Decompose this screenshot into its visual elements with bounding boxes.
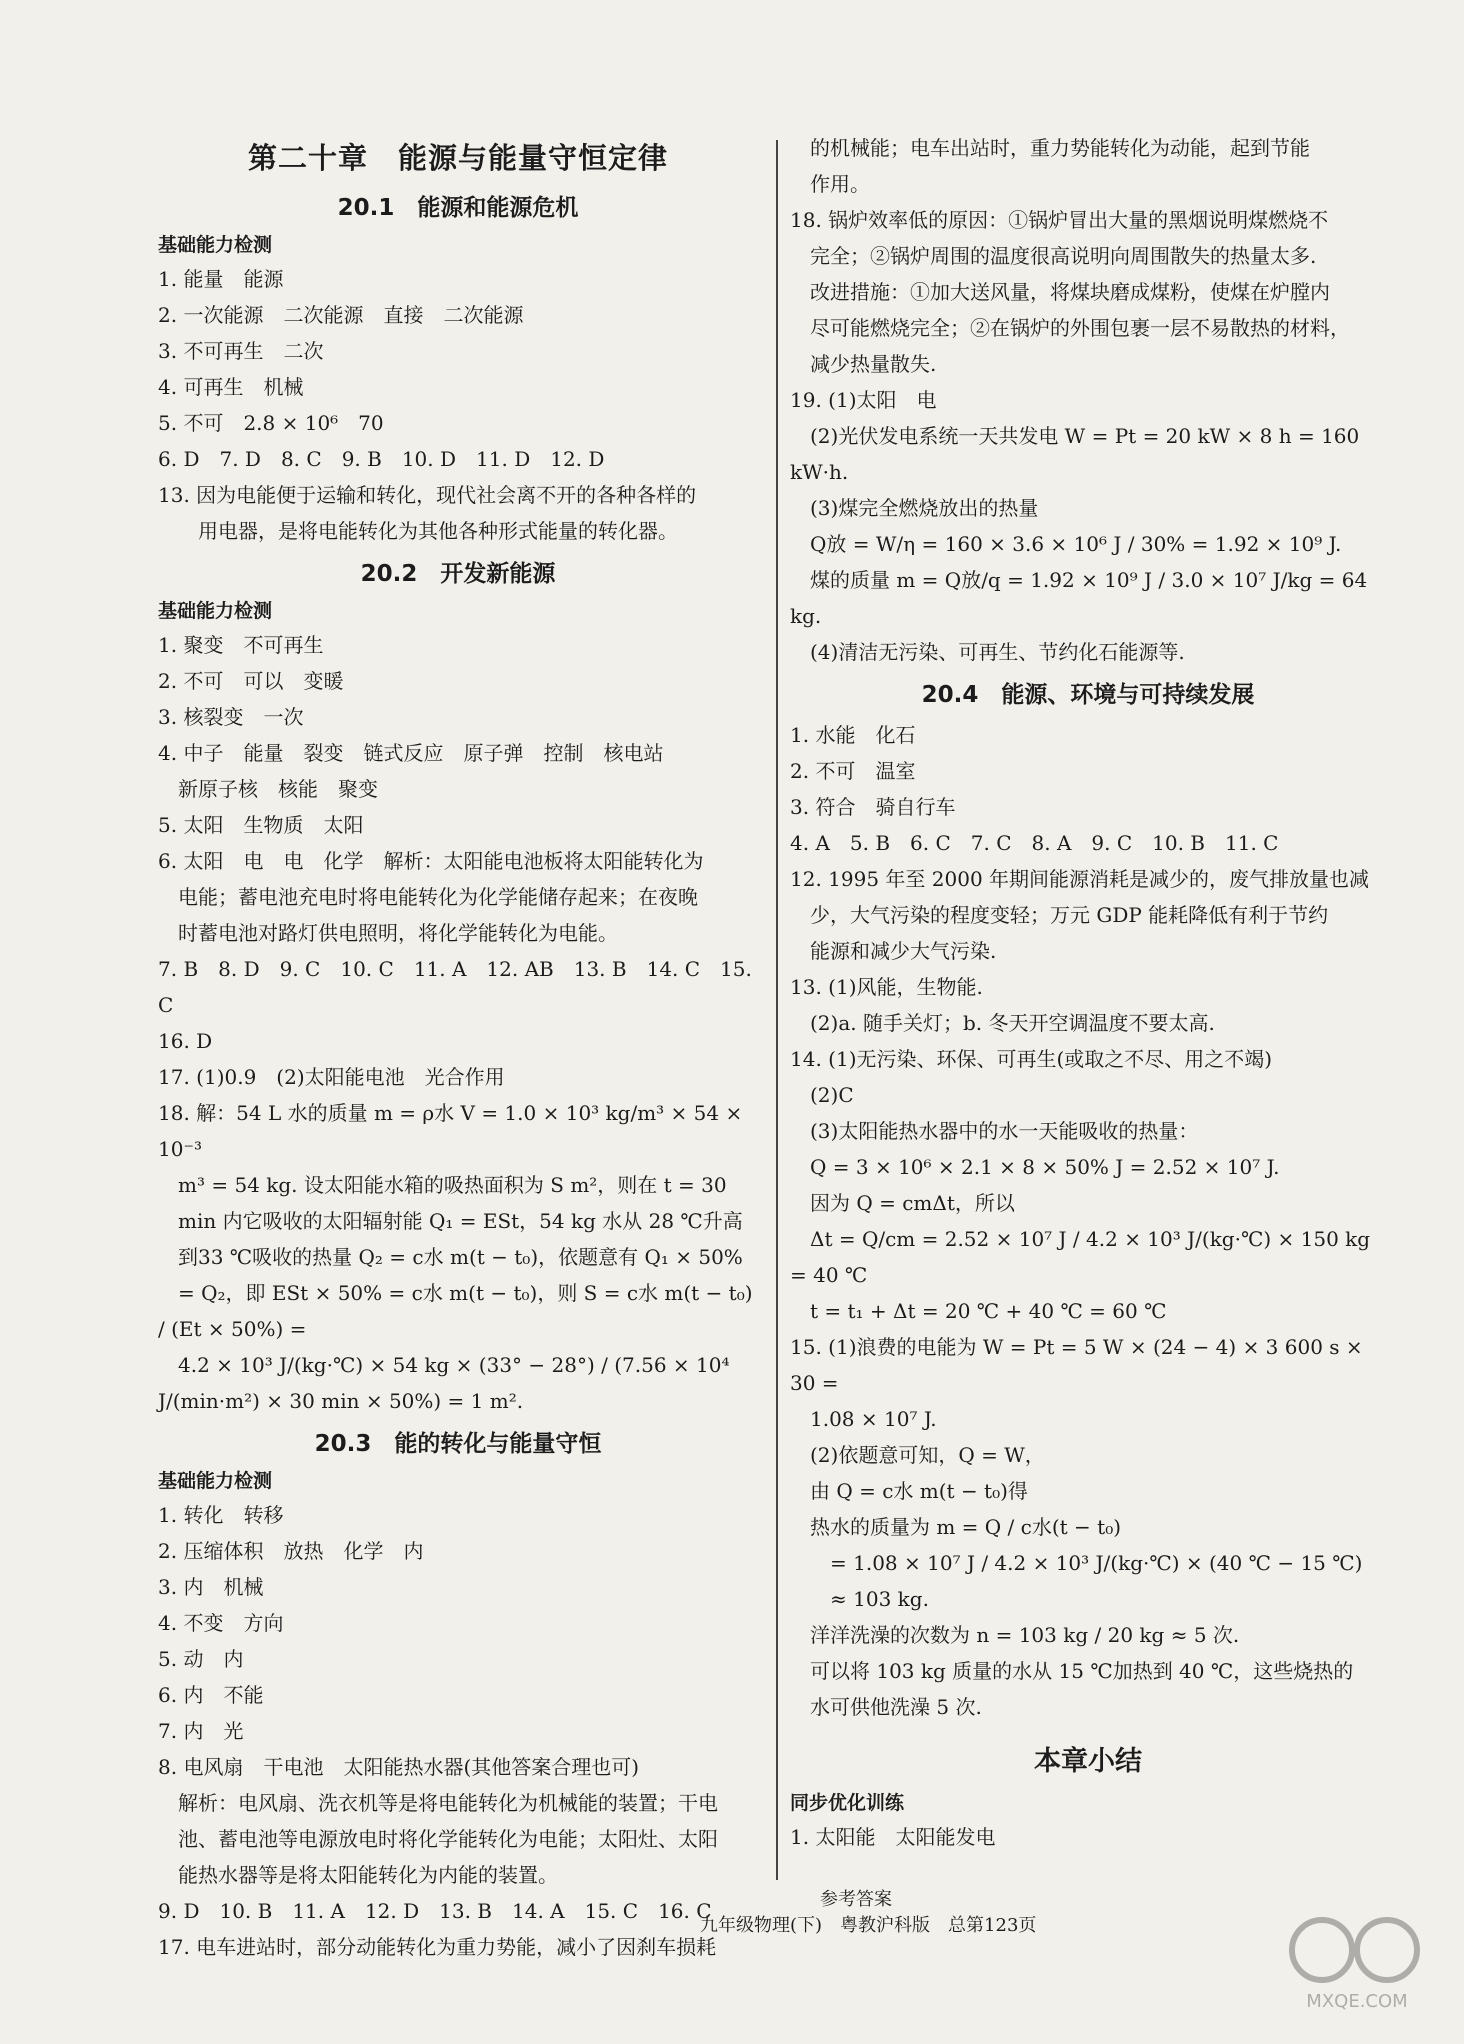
subsection-heading: 同步优化训练 <box>790 1792 905 1814</box>
subsection-heading: 基础能力检测 <box>158 234 273 256</box>
answer-line: 煤的质量 m = Q放/q = 1.92 × 10⁹ J / 3.0 × 10⁷ J/kg = 64 kg. <box>790 568 1374 628</box>
section-20-4-answers <box>790 717 1386 1725</box>
answer-line: (2)依题意可知，Q = W， <box>790 1443 1045 1467</box>
answer-line: 7. B 8. D 9. C 10. C 11. A 12. AB 13. B 14. C 15. C <box>158 957 759 1017</box>
answer-line: Δt = Q/cm = 2.52 × 10⁷ J / 4.2 × 10³ J/(kg·℃) × 150 kg = 40 ℃ <box>790 1227 1377 1287</box>
answer-line: 新原子核 核能 聚变 <box>158 777 378 801</box>
answer-line: 2. 压缩体积 放热 化学 内 <box>158 1539 424 1563</box>
answer-line: 可以将 103 kg 质量的水从 15 ℃加热到 40 ℃，这些烧热的 <box>790 1659 1354 1683</box>
answer-line: 5. 动 内 <box>158 1647 244 1671</box>
answer-line: 6. 内 不能 <box>158 1683 264 1707</box>
answer-line: 15. (1)浪费的电能为 W = Pt = 5 W × (24 − 4) × 3 600 s × 30 = <box>790 1335 1370 1395</box>
answer-line: 2. 不可 温室 <box>790 759 916 783</box>
answer-line: 18. 解：54 L 水的质量 m = ρ水 V = 1.0 × 10³ kg/m³ × 54 × 10⁻³ <box>158 1101 749 1161</box>
answer-line: (3)太阳能热水器中的水一天能吸收的热量： <box>790 1119 1199 1143</box>
answer-line: (4)清洁无污染、可再生、节约化石能源等. <box>790 640 1185 664</box>
answer-line: 用电器，是将电能转化为其他各种形式能量的转化器。 <box>158 519 678 543</box>
answer-line: 1. 能量 能源 <box>158 267 284 291</box>
watermark-text: MXQE.COM <box>1306 1991 1408 2012</box>
left-column <box>158 130 758 1965</box>
answer-line: 13. 因为电能便于运输和转化，现代社会离不开的各种各样的 <box>158 483 697 507</box>
answer-line: 因为 Q = cmΔt，所以 <box>790 1191 1015 1215</box>
section-20-1-answers <box>158 261 758 549</box>
answer-line: 19. (1)太阳 电 <box>790 388 937 412</box>
answer-line: m³ = 54 kg. 设太阳能水箱的吸热面积为 S m²，则在 t = 30 <box>158 1173 727 1197</box>
answer-line: 2. 一次能源 二次能源 直接 二次能源 <box>158 303 524 327</box>
answer-line: 4. 可再生 机械 <box>158 375 304 399</box>
answer-line: 少，大气污染的程度变轻；万元 GDP 能耗降低有利于节约 <box>790 903 1329 927</box>
answer-line: 8. 电风扇 干电池 太阳能热水器(其他答案合理也可) <box>158 1755 640 1779</box>
answer-line: ≈ 103 kg. <box>790 1587 929 1611</box>
footer-label: 参考答案 <box>820 1889 892 1910</box>
answer-line: (2)a. 随手关灯；b. 冬天开空调温度不要太高. <box>790 1011 1215 1035</box>
answer-line: 1. 转化 转移 <box>158 1503 284 1527</box>
watermark-logo <box>1282 1905 1432 2015</box>
answer-line: 5. 不可 2.8 × 10⁶ 70 <box>158 411 384 435</box>
answer-line: 3. 内 机械 <box>158 1575 264 1599</box>
answer-line: 作用。 <box>790 172 870 196</box>
answer-line: 4. A 5. B 6. C 7. C 8. A 9. C 10. B 11. C <box>790 831 1279 855</box>
answer-line: Q放 = W/η = 160 × 3.6 × 10⁶ J / 30% = 1.92 × 10⁹ J. <box>790 532 1342 556</box>
answer-line: 解析：电风扇、洗衣机等是将电能转化为机械能的装置；干电 <box>158 1791 718 1815</box>
page-footer <box>700 1885 1120 1937</box>
section-20-2-answers <box>158 627 758 1419</box>
answer-line: 由 Q = c水 m(t − t₀)得 <box>790 1479 1028 1503</box>
summary-answers <box>790 1819 1386 1855</box>
answer-line: 3. 不可再生 二次 <box>158 339 324 363</box>
section-title-20-1: 20.1 能源和能源危机 <box>337 195 579 221</box>
answer-line: 改进措施：①加大送风量，将煤块磨成煤粉，使煤在炉膛内 <box>790 280 1330 304</box>
answer-line: 能源和减少大气污染. <box>790 939 997 963</box>
continued-answers <box>790 130 1386 670</box>
answer-line: 时蓄电池对路灯供电照明，将化学能转化为电能。 <box>158 921 618 945</box>
answer-line: 能热水器等是将太阳能转化为内能的装置。 <box>158 1863 558 1887</box>
answer-line: 16. D <box>158 1029 213 1053</box>
answer-line: 6. 太阳 电 电 化学 解析：太阳能电池板将太阳能转化为 <box>158 849 704 873</box>
right-column <box>790 130 1386 1855</box>
answer-line: 尽可能燃烧完全；②在锅炉的外围包裹一层不易散热的材料， <box>790 316 1350 340</box>
answer-line: 4.2 × 10³ J/(kg·℃) × 54 kg × (33° − 28°) / (7.56 × 10⁴ J/(min·m²) × 30 min × 50%) = 1 m². <box>158 1353 736 1413</box>
answer-line: 7. 内 光 <box>158 1719 244 1743</box>
subsection-heading: 基础能力检测 <box>158 1470 273 1492</box>
chapter-title: 第二十章 能源与能量守恒定律 <box>247 141 668 175</box>
answer-line: 1. 太阳能 太阳能发电 <box>790 1825 996 1849</box>
answer-line: min 内它吸收的太阳辐射能 Q₁ = ESt，54 kg 水从 28 ℃升高 <box>158 1209 743 1233</box>
answer-line: Q = 3 × 10⁶ × 2.1 × 8 × 50% J = 2.52 × 10⁷ J. <box>790 1155 1280 1179</box>
answer-line: 17. (1)0.9 (2)太阳能电池 光合作用 <box>158 1065 505 1089</box>
answer-line: 洋洋洗澡的次数为 n = 103 kg / 20 kg ≈ 5 次. <box>790 1623 1240 1647</box>
answer-line: 13. (1)风能，生物能. <box>790 975 983 999</box>
answer-line: 14. (1)无污染、环保、可再生(或取之不尽、用之不竭) <box>790 1047 1273 1071</box>
answer-line: 6. D 7. D 8. C 9. B 10. D 11. D 12. D <box>158 447 605 471</box>
section-20-3-answers <box>158 1497 758 1965</box>
answer-line: (3)煤完全燃烧放出的热量 <box>790 496 1039 520</box>
chapter-summary-title: 本章小结 <box>1034 1746 1142 1777</box>
answer-line: 1. 水能 化石 <box>790 723 916 747</box>
answer-line: 完全；②锅炉周围的温度很高说明向周围散失的热量太多. <box>790 244 1317 268</box>
section-title-20-3: 20.3 能的转化与能量守恒 <box>314 1431 602 1457</box>
answer-line: 17. 电车进站时，部分动能转化为重力势能，减小了因刹车损耗 <box>158 1935 717 1959</box>
answer-line: 池、蓄电池等电源放电时将化学能转化为电能；太阳灶、太阳 <box>158 1827 718 1851</box>
answer-line: = Q₂，即 ESt × 50% = c水 m(t − t₀)，则 S = c水 m(t − t₀) / (Et × 50%) = <box>158 1281 759 1341</box>
section-title-20-2: 20.2 开发新能源 <box>360 561 556 587</box>
answer-line: 18. 锅炉效率低的原因：①锅炉冒出大量的黑烟说明煤燃烧不 <box>790 208 1329 232</box>
answer-line: 热水的质量为 m = Q / c水(t − t₀) <box>790 1515 1122 1539</box>
answer-line: 1. 聚变 不可再生 <box>158 633 324 657</box>
answer-line: 电能；蓄电池充电时将电能转化为化学能储存起来；在夜晚 <box>158 885 698 909</box>
answer-line: 到33 ℃吸收的热量 Q₂ = c水 m(t − t₀)，依题意有 Q₁ × 50% <box>158 1245 743 1269</box>
answer-line: 水可供他洗澡 5 次. <box>790 1695 982 1719</box>
answer-line: 5. 太阳 生物质 太阳 <box>158 813 364 837</box>
footer-page-info: 九年级物理(下) 粤教沪科版 总第123页 <box>700 1915 1037 1936</box>
answer-line: 3. 核裂变 一次 <box>158 705 304 729</box>
answer-line: (2)C <box>790 1083 854 1107</box>
answer-line: (2)光伏发电系统一天共发电 W = Pt = 20 kW × 8 h = 160 kW·h. <box>790 424 1366 484</box>
column-divider <box>776 140 778 1880</box>
subsection-heading: 基础能力检测 <box>158 600 273 622</box>
answer-line: 3. 符合 骑自行车 <box>790 795 956 819</box>
answer-line: 12. 1995 年至 2000 年期间能源消耗是减少的，废气排放量也减 <box>790 867 1370 891</box>
answer-line: 减少热量散失. <box>790 352 937 376</box>
answer-line: 的机械能；电车出站时，重力势能转化为动能，起到节能 <box>790 136 1310 160</box>
answer-line: t = t₁ + Δt = 20 ℃ + 40 ℃ = 60 ℃ <box>790 1299 1167 1323</box>
answer-line: 4. 中子 能量 裂变 链式反应 原子弹 控制 核电站 <box>158 741 664 765</box>
answer-line: 9. D 10. B 11. A 12. D 13. B 14. A 15. C 16. C <box>158 1899 712 1923</box>
section-title-20-4: 20.4 能源、环境与可持续发展 <box>921 682 1255 708</box>
answer-line: = 1.08 × 10⁷ J / 4.2 × 10³ J/(kg·℃) × (40 ℃ − 15 ℃) <box>790 1551 1363 1575</box>
answer-line: 2. 不可 可以 变暖 <box>158 669 344 693</box>
answer-line: 1.08 × 10⁷ J. <box>790 1407 937 1431</box>
answer-line: 4. 不变 方向 <box>158 1611 284 1635</box>
